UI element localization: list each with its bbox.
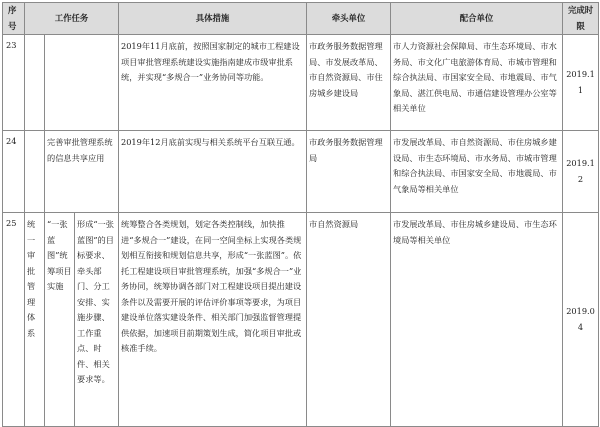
row-25-task-detail: 形成“一张蓝图”的目标要求、牵头部门、分工安排、实施步骤、工作重点、时件、相关要求等。 xyxy=(75,213,119,427)
row-23-group-cell xyxy=(25,35,45,131)
row-25-lead: 市自然资源局 xyxy=(307,213,391,427)
row-23-seq: 23 xyxy=(3,35,25,131)
row-24-seq: 24 xyxy=(3,131,25,213)
header-measure: 具体措施 xyxy=(119,3,307,35)
header-lead: 牵头单位 xyxy=(307,3,391,35)
header-coop: 配合单位 xyxy=(391,3,563,35)
policy-task-table xyxy=(2,2,599,427)
row-25-task: “一张蓝图”统筹项目实施 xyxy=(45,213,75,427)
header-seq: 序号 xyxy=(3,3,25,35)
row-23-measure: 2019年11月底前，按照国家制定的城市工程建设项目审批管理系统建设实施指南建成市级审批系统，并实现“多规合一”业务协同等功能。 xyxy=(119,35,307,131)
row-25-coop: 市发展改革局、市住房城乡建设局、市生态环境局等相关单位 xyxy=(391,213,563,427)
row-24-measure: 2019年12月底前实现与相关系统平台互联互通。 xyxy=(119,131,307,213)
row-24-coop: 市发展改革局、市自然资源局、市住房城乡建设局、市生态环境局、市水务局、市城市管理和综合执法局、市国家安全局、市地震局、市气象局等相关单位 xyxy=(391,131,563,213)
row-23-lead: 市政务服务数据管理局、市发展改革局、市自然资源局、市住房城乡建设局 xyxy=(307,35,391,131)
row-23-deadline: 2019.11 xyxy=(563,35,599,131)
row-25-measure: 统筹整合各类规划，划定各类控制线，加快推进“多规合一”建设，在同一空间坐标上实现各类规划相互衔接和规划信息共享，形成“一张蓝图”。依托工程建设项目审批管理系统，加强“多规合一”业务协同，统筹协调各部门对工程建设项目提出建设条件以及需要开展的评估评价事项等要求，为项目建设单位落实建设条件、相关部门加强监督管理提供依据，加速项目前期策划生成，简化项目审批或核准手续。 xyxy=(119,213,307,427)
header-task: 工作任务 xyxy=(25,3,119,35)
row-23-task-cell xyxy=(45,35,119,131)
row-24-group-cell xyxy=(25,131,45,213)
row-25-deadline: 2019.04 xyxy=(563,213,599,427)
row-23-coop: 市人力资源社会保障局、市生态环境局、市水务局、市文化广电旅游体育局、市城市管理和综合执法局、市国家安全局、市地震局、市气象局、湛江供电局、市通信建设管理办公室等相关单位 xyxy=(391,35,563,131)
row-25-seq: 25 xyxy=(3,213,25,427)
row-24-deadline: 2019.12 xyxy=(563,131,599,213)
table-row xyxy=(3,213,599,427)
header-deadline: 完成时限 xyxy=(563,3,599,35)
table-row xyxy=(3,131,599,213)
row-24-task: 完善审批管理系统的信息共享应用 xyxy=(45,131,119,213)
row-24-lead: 市政务服务数据管理局 xyxy=(307,131,391,213)
policy-table-page xyxy=(2,2,598,423)
table-row xyxy=(3,35,599,131)
table-header-row xyxy=(3,3,599,35)
row-25-group: 统一审批管理体系 xyxy=(25,213,45,427)
